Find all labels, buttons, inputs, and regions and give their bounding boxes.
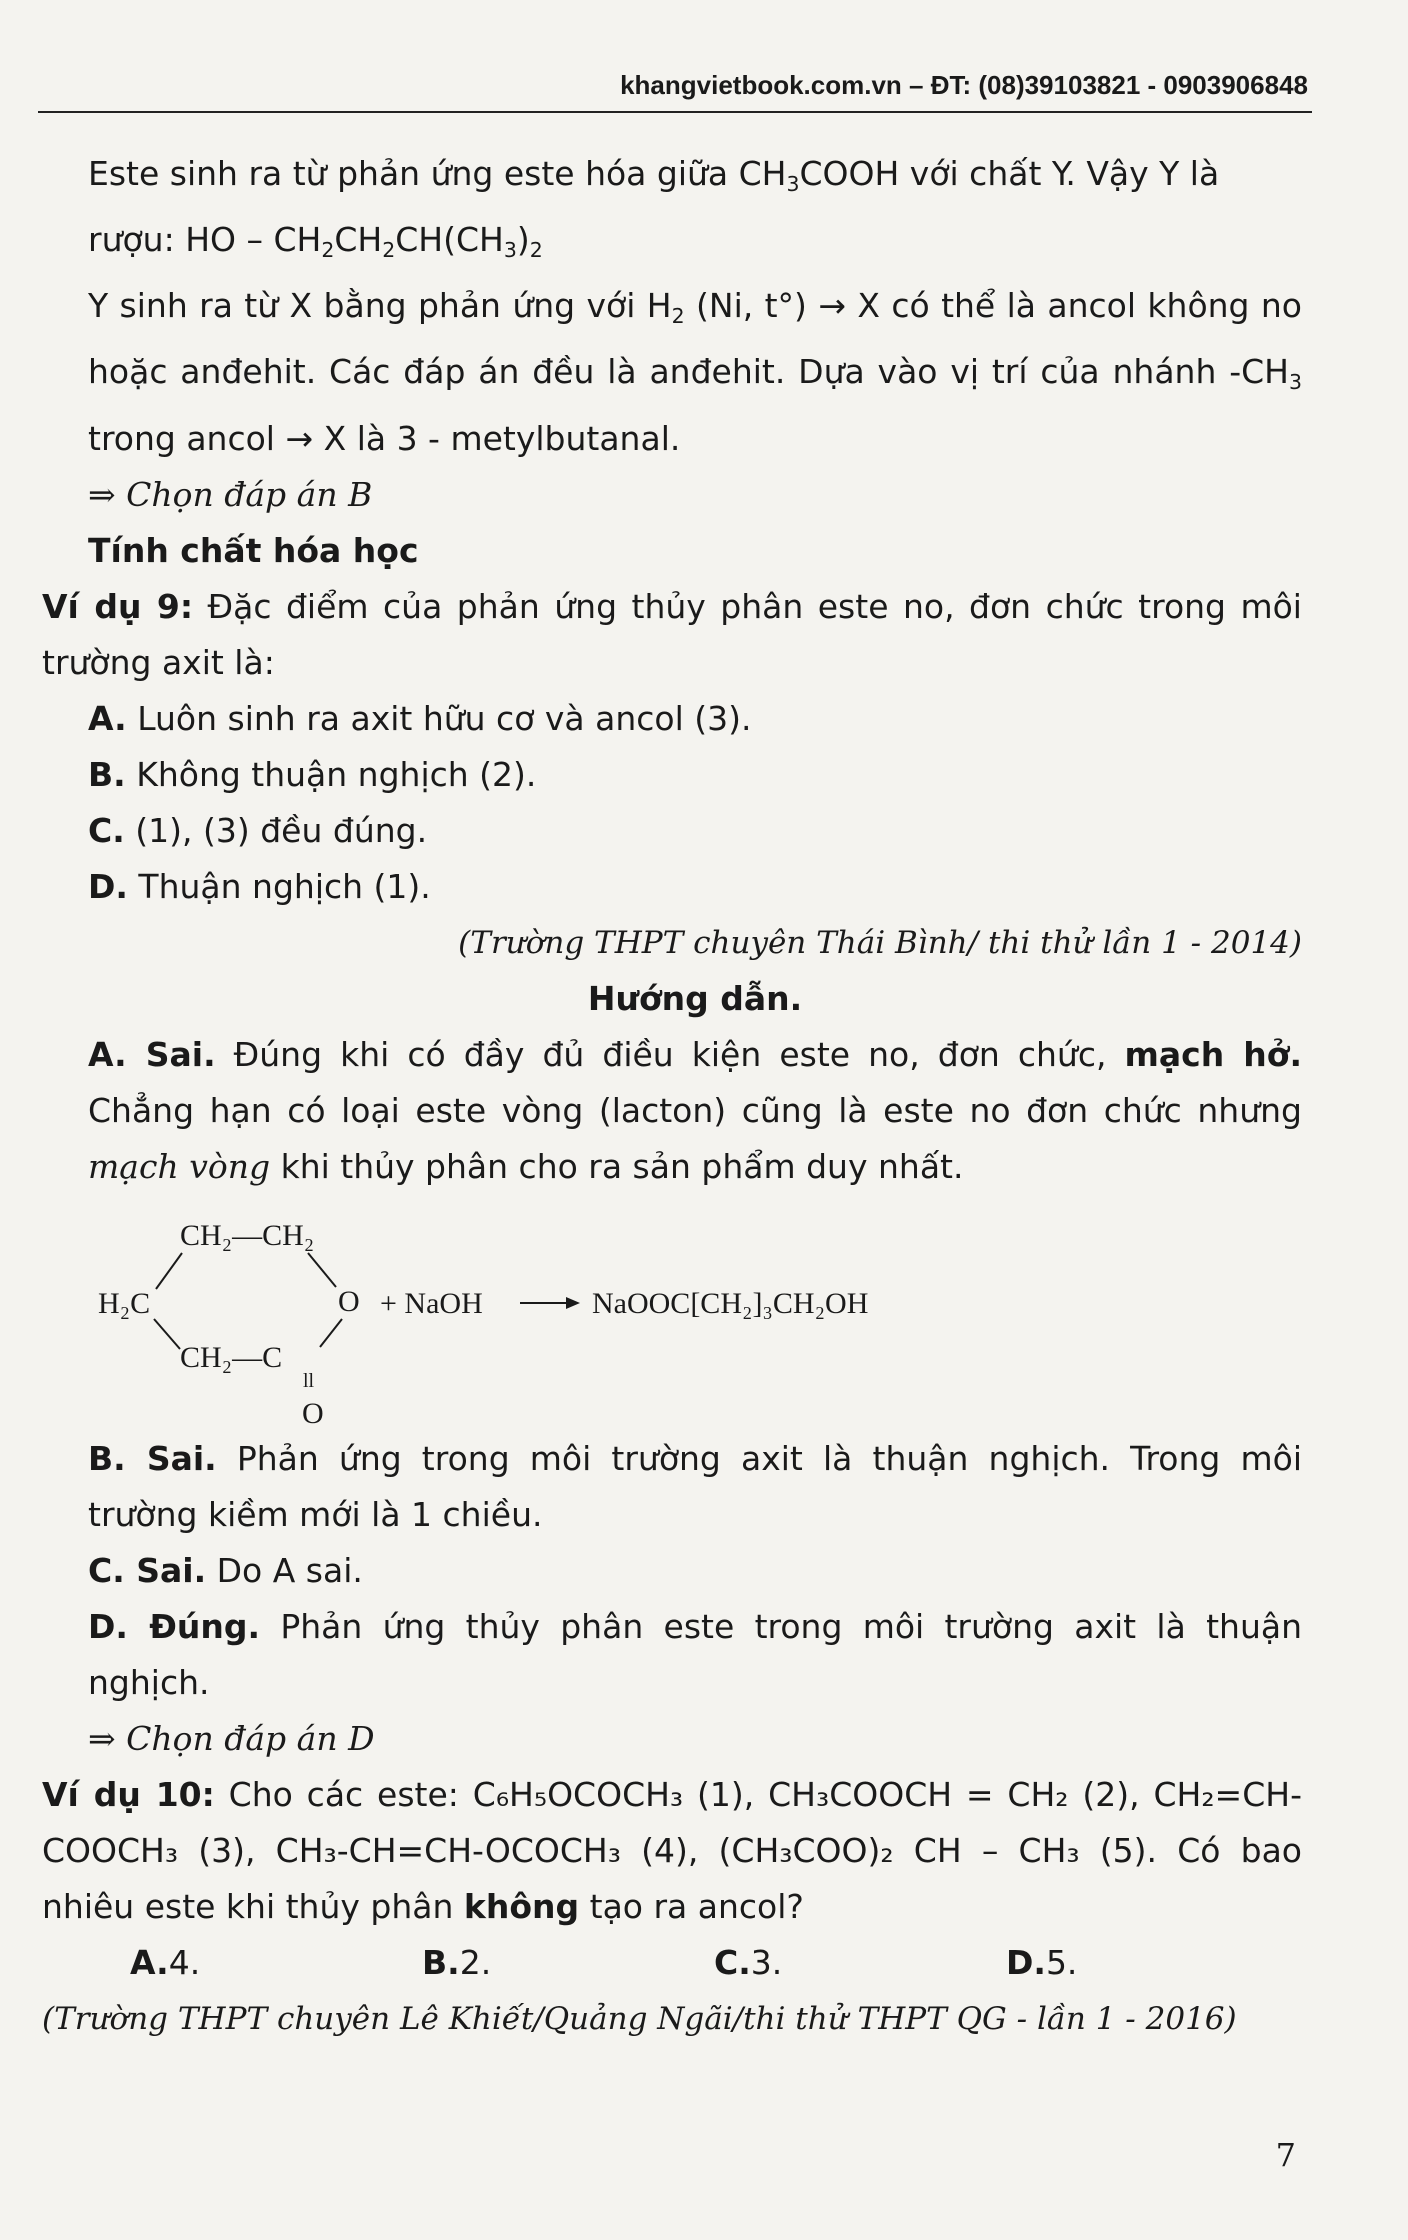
explanation-text: Chẳng hạn có loại este vòng (lacton) cũng là este no đơn chức nhưng [88,1090,1302,1130]
guide-title: Hướng dẫn. [587,978,803,1018]
double-bond: ll [303,1369,315,1392]
option-key: C. [88,810,125,850]
option-a [130,1935,422,1991]
intro-paragraph-2 [88,278,1302,466]
ring-oxygen: O [338,1284,360,1318]
option-key: B. [422,1942,460,1982]
explanation-italic: mạch vòng [88,1146,271,1186]
option-text: 3. [750,1942,783,1982]
explanation-key: D. Đúng. [88,1606,261,1646]
option-text: 4. [168,1942,201,1982]
subscript: 2 [671,304,685,329]
option-text: 2. [459,1942,492,1982]
question-text: tạo ra ancol? [579,1886,804,1926]
source-citation: (Trường THPT chuyên Thái Bình/ thi thử lần 1 - 2014) [458,924,1302,961]
subscript: 3 [1288,370,1302,395]
intro-text: COOH với chất Y. Vậy Y là [799,154,1220,193]
reagent: + NaOH [380,1286,483,1320]
product: NaOOC[CH₂]₃CH₂OH [592,1286,869,1320]
lactone-reaction [88,1201,1302,1427]
ring-top: CH₂—CH₂ [180,1218,315,1252]
option-text: Thuận nghịch (1). [127,866,431,906]
explanation-d [88,1599,1302,1711]
example-10-question [42,1767,1302,1935]
subscript: 2 [529,238,543,263]
option-a [88,691,1302,747]
option-b [88,747,1302,803]
ring-bottom: CH₂—C [180,1340,283,1374]
intro-text: (Ni, t°) → X có thể là ancol không no hoặc anđehit. Các đáp án đều là anđehit. Dựa vào vị trí của nhánh -CH [88,286,1302,392]
question-bold: không [463,1886,580,1926]
intro-text: CH(CH [395,220,504,260]
option-d [88,859,1302,915]
intro-text: CH [334,220,383,260]
intro-text: rượu: HO – CH [88,220,322,260]
intro-paragraph-1 [88,146,1302,278]
example-9-question [42,579,1302,691]
explanation-text: Phản ứng trong môi trường axit là thuận nghịch. Trong môi trường kiềm mới là 1 chiều. [88,1438,1302,1534]
example-label: Ví dụ 9: [42,586,194,626]
option-b [422,1935,714,1991]
intro-text: Y sinh ra từ X bằng phản ứng với H [88,286,672,326]
explanation-text: Do A sai. [206,1550,363,1590]
explanation-key: C. Sai. [88,1550,207,1590]
bond-line [320,1319,342,1347]
example-label: Ví dụ 10: [42,1774,215,1814]
explanation-bold: mạch hở. [1124,1034,1302,1074]
bond-line [154,1319,180,1349]
page-number: 7 [1275,2136,1296,2174]
option-text: Luôn sinh ra axit hữu cơ và ancol (3). [126,698,752,738]
option-key: D. [88,866,128,906]
intro-text: ) [516,220,530,260]
option-text: Không thuận nghịch (2). [125,754,537,794]
question-text: Cho các este: C₆H₅OCOCH₃ (1), CH₃COOCH = CH₂ (2), CH₂=CH-COOCH₃ (3), CH₃-CH=CH-OCOCH₃ (4), (CH₃COO)₂ CH – CH₃ (5). Có bao nhiêu este khi thủy phân [42,1774,1302,1926]
explanation-b [88,1431,1302,1543]
source-citation: (Trường THPT chuyên Lê Khiết/Quảng Ngãi/thi thử THPT QG - lần 1 - 2016) [42,2000,1237,2037]
option-text: (1), (3) đều đúng. [124,810,428,850]
subscript: 3 [503,238,517,263]
bond-line [156,1253,182,1289]
explanation-key: B. Sai. [88,1438,217,1478]
intro-text: trong ancol → X là 3 - metylbutanal. [88,418,681,458]
explanation-c [88,1543,1302,1599]
explanation-text: khi thủy phân cho ra sản phẩm duy nhất. [270,1146,964,1186]
question-text: Đặc điểm của phản ứng thủy phân este no, đơn chức trong môi trường axit là: [42,586,1302,682]
option-c [88,803,1302,859]
explanation-key: A. Sai. [88,1034,216,1074]
option-key: B. [88,754,126,794]
explanation-a [88,1027,1302,1195]
site-header: khangvietbook.com.vn – ĐT: (08)39103821 - 0903906848 [620,70,1308,100]
bond-line [308,1253,336,1287]
ring-left: H₂C [98,1286,151,1320]
section-title: Tính chất hóa học [88,530,419,570]
option-c [714,1935,1006,1991]
header-rule [38,111,1312,113]
subscript: 3 [786,172,800,197]
option-key: C. [714,1942,751,1982]
subscript: 2 [321,238,335,263]
option-text: 5. [1045,1942,1078,1982]
page-content [42,146,1303,2047]
arrow-head-icon [566,1297,580,1309]
example-10-options [88,1935,1302,1991]
intro-text: Este sinh ra từ phản ứng este hóa giữa CH [88,154,787,193]
explanation-text: Đúng khi có đầy đủ điều kiện este no, đơn chức, [215,1034,1125,1074]
carbonyl-oxygen: O [302,1396,324,1427]
option-key: A. [88,698,127,738]
option-d [1006,1935,1298,1991]
explanation-text: Phản ứng thủy phân este trong môi trường axit là thuận nghịch. [88,1606,1303,1702]
subscript: 2 [382,238,396,263]
option-key: A. [130,1942,169,1982]
answer-choice-b: ⇒ Chọn đáp án B [88,474,373,514]
option-key: D. [1006,1942,1046,1982]
answer-choice-d: ⇒ Chọn đáp án D [88,1718,375,1758]
